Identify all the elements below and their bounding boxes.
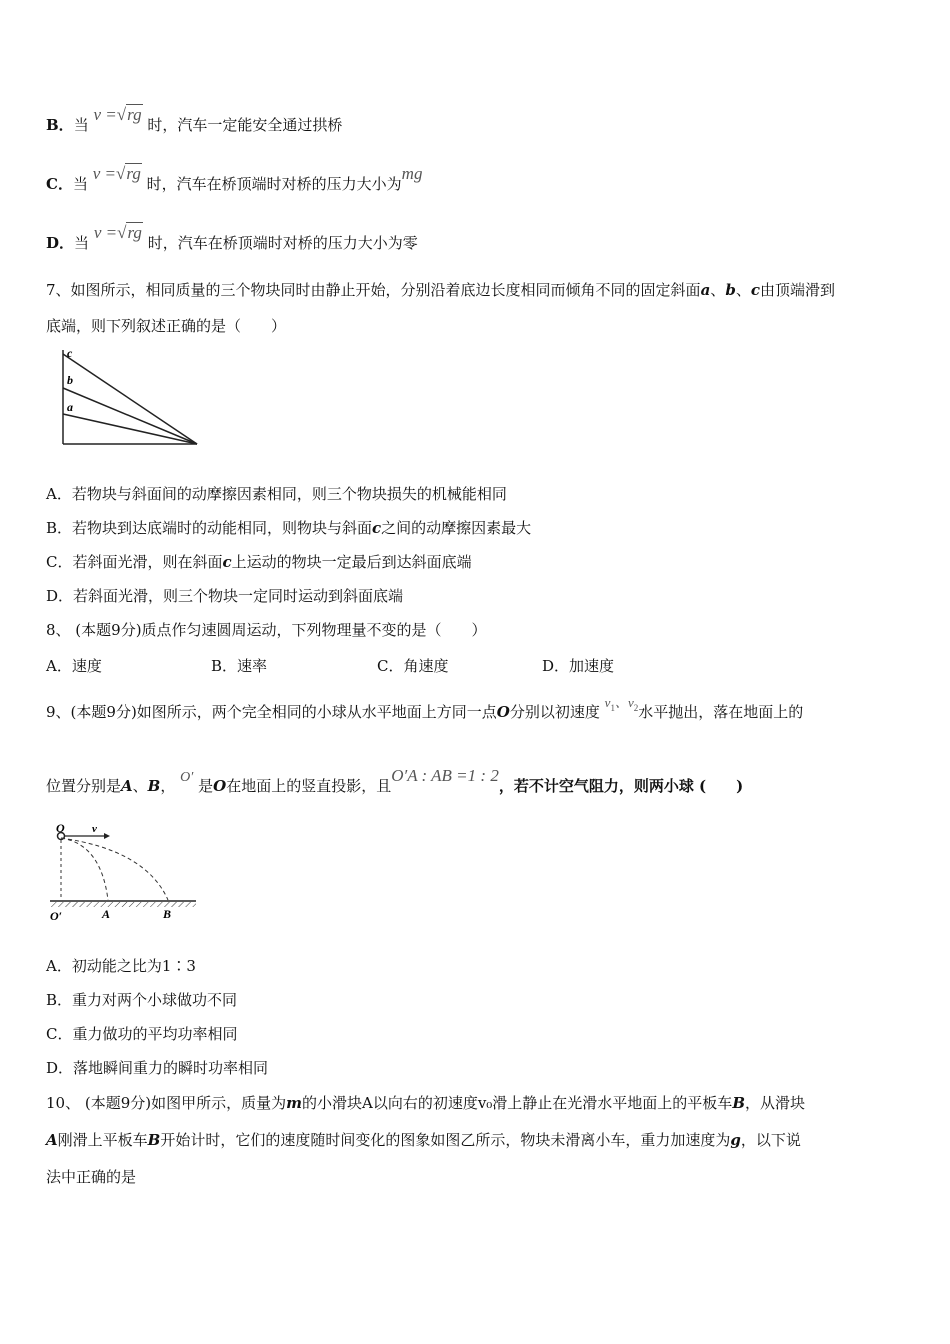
q9-option-d: D．落地瞬间重力的瞬时功率相同	[46, 1059, 269, 1077]
q8-option-c: C．角速度	[377, 657, 449, 675]
v1-symbol: $v_1$	[604, 695, 615, 713]
v2-symbol: $v_2$	[627, 695, 639, 713]
q7-option-b: B．若物块到达底端时的动能相同，则物块与斜面c之间的动摩擦因素最大	[46, 519, 532, 537]
projectile-figure	[46, 820, 202, 926]
label-oprime: O′	[50, 909, 63, 923]
option-text: 时，汽车一定能安全通过拱桥	[147, 116, 343, 134]
incline-figure	[55, 344, 205, 450]
q7-option-d: D．若斜面光滑，则三个物块一定同时运动到斜面底端	[46, 587, 404, 605]
option-text: 当	[73, 116, 89, 134]
option-text: 当	[74, 234, 90, 252]
q6-option-d	[46, 223, 418, 253]
q10-stem-line1: 10、 (本题9分)如图甲所示，质量为m的小滑块A以向右的初速度v₀滑上静止在光滑水平地面上的平板车B，从滑块	[46, 1094, 806, 1112]
option-label: B．	[46, 116, 74, 134]
option-text: 时，汽车在桥顶端时对桥的压力大小为零	[147, 234, 418, 252]
ground	[50, 902, 196, 907]
label-b: b	[67, 373, 73, 387]
q9-option-c: C．重力做功的平均功率相同	[46, 1025, 238, 1043]
q10-stem-line3: 法中正确的是	[46, 1168, 137, 1186]
ratio-formula: O′A : AB =1 : 2	[391, 766, 499, 785]
q9-stem-line2: 位置分别是A、B， O′ 是O在地面上的竖直投影，且O′A : AB =1 : 2，若不计空气阻力，则两小球 ( )	[46, 766, 744, 795]
option-label: C．	[46, 175, 73, 193]
q7-option-a: A．若物块与斜面间的动摩擦因素相同，则三个物块损失的机械能相同	[46, 485, 507, 503]
q9-option-a: A．初动能之比为1∶3	[46, 957, 196, 975]
trajectory-b	[61, 838, 168, 900]
q9-option-b: B．重力对两个小球做功不同	[46, 991, 238, 1009]
q7-option-c: C．若斜面光滑，则在斜面c上运动的物块一定最后到达斜面底端	[46, 553, 472, 571]
label-v: v	[92, 823, 97, 835]
incline-a-line	[63, 414, 197, 444]
q9-stem-line1: 9、(本题9分)如图所示，两个完全相同的小球从水平地面上方同一点O分别以初速度 $v_1$、$v_2$水平抛出，落在地面上的	[46, 695, 804, 721]
q6-option-c	[46, 164, 423, 194]
option-text: 时，汽车在桥顶端时对桥的压力大小为	[146, 175, 402, 193]
velocity-arrow-icon	[104, 833, 110, 839]
oprime-symbol: O′	[180, 770, 194, 785]
label-a: A	[102, 907, 111, 921]
q8-stem: 8、 (本题9分)质点作匀速圆周运动，下列物理量不变的是（ ）	[46, 621, 487, 639]
label-b: B	[163, 907, 172, 921]
incline-b-line	[63, 388, 197, 444]
q7-stem-line2: 底端，则下列叙述正确的是（ ）	[46, 317, 287, 335]
incline-c-line	[63, 354, 197, 444]
q10-stem-line2: A刚滑上平板车B开始计时，它们的速度随时间变化的图象如图乙所示，物块未滑离小车，重力加速度为g，以下说	[46, 1131, 801, 1149]
option-label: D．	[46, 234, 75, 252]
velocity-formula: v =√rg	[93, 223, 142, 242]
mg-formula: mg	[401, 164, 423, 183]
label-o: O	[56, 821, 65, 835]
q8-option-d: D．加速度	[542, 657, 615, 675]
q8-option-b: B．速率	[211, 657, 268, 675]
label-c: c	[67, 346, 73, 360]
trajectory-a	[61, 838, 108, 900]
q6-option-b	[46, 105, 343, 135]
q7-stem-line1: 7、如图所示，相同质量的三个物块同时由静止开始，分别沿着底边长度相同而倾角不同的固定斜面a、b、c由顶端滑到	[46, 281, 835, 299]
q8-option-a: A．速度	[46, 657, 102, 675]
velocity-formula: v =√rg	[92, 164, 141, 183]
option-text: 当	[72, 175, 88, 193]
label-a: a	[67, 400, 73, 414]
velocity-formula: v =√rg	[93, 105, 142, 124]
